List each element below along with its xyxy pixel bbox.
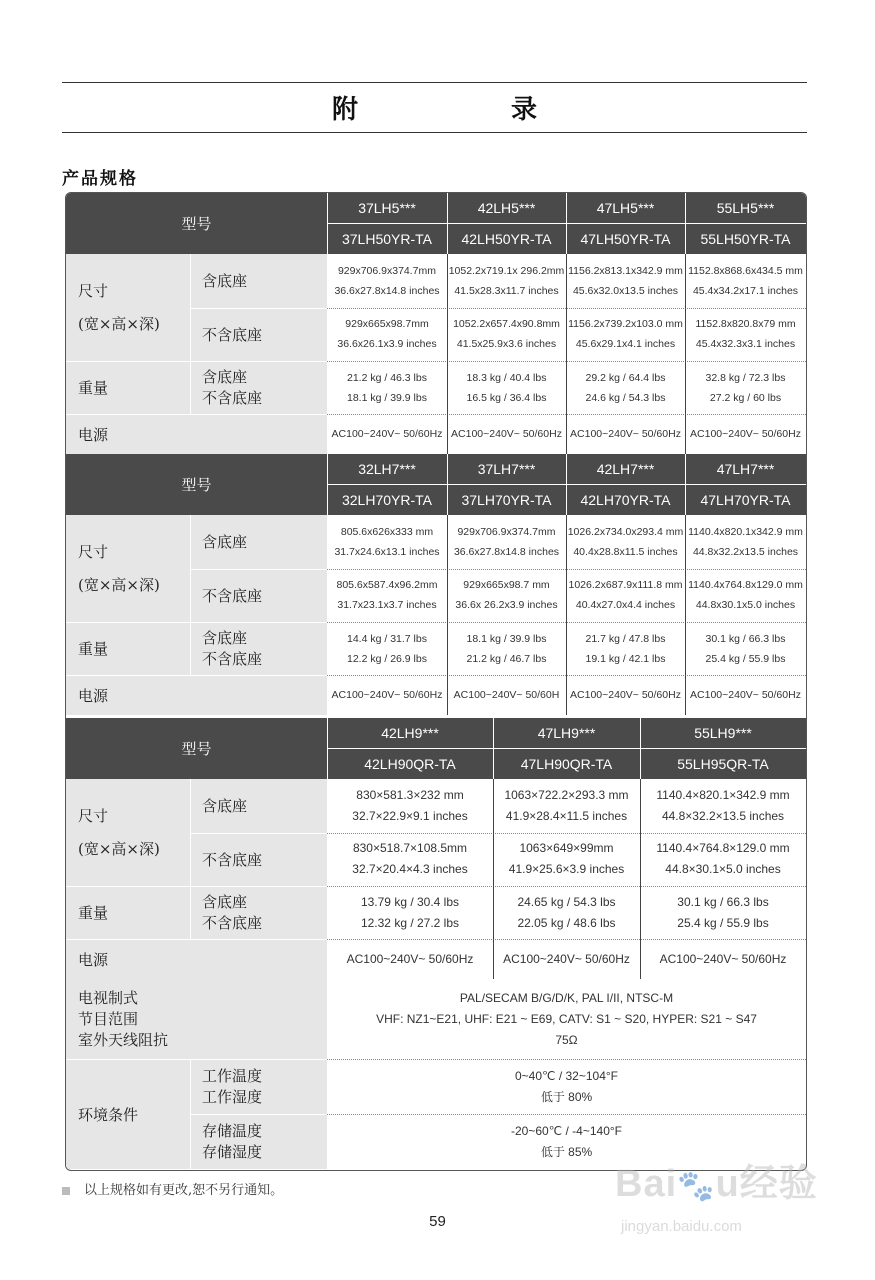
block1-dim-with-2-line-1: 1156.2x813.1x342.9 mm	[568, 264, 683, 277]
block1-dim-with-1-line-2: 41.5x28.3x11.7 inches	[454, 284, 559, 297]
block1-dim-without-1	[447, 308, 566, 362]
block2-dim-with-0-line-1: 805.6x626x333 mm	[340, 525, 434, 538]
block1-dim-without-1-line-2: 41.5x25.9x3.6 inches	[456, 338, 557, 351]
block1-dim-with-1-line-1: 1052.2x719.1x 296.2mm	[448, 264, 565, 277]
block1-dim-with-2	[566, 254, 685, 308]
block2-dim-without-3-line-1: 1140.4x764.8x129.0 mm	[688, 579, 803, 592]
block2-dim-without-0	[327, 569, 447, 623]
block3-dim-without-2-line-2: 44.8×30.1×5.0 inches	[665, 862, 781, 877]
block1-dim-without-0-line-1: 929x665x98.7mm	[345, 318, 429, 331]
block3-dim-with-0	[327, 779, 493, 833]
block2-weight-0-line-2: 12.2 kg / 26.9 lbs	[347, 652, 427, 665]
block2-weight-0	[327, 622, 447, 675]
block2-dim-with-3-line-2: 44.8x32.2x13.5 inches	[692, 545, 799, 558]
block2-weight-2-line-2: 19.1 kg / 42.1 lbs	[585, 652, 666, 665]
block1-weight-0-line-1: 21.2 kg / 46.3 lbs	[347, 371, 427, 384]
block2-code-3: 47LH70YR-TA	[700, 492, 791, 508]
block3-model-label: 型号	[181, 740, 212, 758]
env-op-values	[327, 1059, 806, 1114]
block1-dim-with-0	[327, 254, 447, 308]
common-label-2: 室外天线阻抗	[78, 1030, 169, 1049]
block3-code-0: 42LH90QR-TA	[364, 756, 456, 772]
block3-dim-without-0-line-1: 830×518.7×108.5mm	[352, 841, 468, 856]
block1-weight-1-line-1: 18.3 kg / 40.4 lbs	[466, 371, 547, 384]
block2-power-3	[685, 675, 806, 715]
env-st-values-line-1: -20~60℃ / -4~140°F	[510, 1123, 622, 1138]
block2-dim-with-0	[327, 515, 447, 569]
block2-dim-label-line-1: 尺寸	[78, 542, 109, 561]
block2-dim-with-3	[685, 515, 806, 569]
block2-weight-3	[685, 622, 806, 675]
env-op-values-line-2: 低于 80%	[540, 1089, 593, 1104]
block3-dim-with-1	[493, 779, 640, 833]
block1-power-3	[685, 414, 806, 454]
block2-weight-sub-label	[190, 622, 327, 675]
block2-weight-sub-1: 含底座	[202, 628, 248, 647]
block3-dim-without-1-line-1: 1063×649×99mm	[519, 841, 614, 856]
block2-weight-3-line-2: 25.4 kg / 55.9 lbs	[705, 652, 786, 665]
block1-with-stand-label: 含底座	[202, 272, 248, 291]
block2-code-1: 37LH70YR-TA	[461, 492, 552, 508]
block3-dim-without-1-line-2: 41.9×25.6×3.9 inches	[508, 862, 625, 877]
block1-weight-sub-2: 不含底座	[202, 388, 263, 407]
block1-code-1: 42LH50YR-TA	[461, 231, 552, 247]
common-label-1: 节目范围	[78, 1009, 139, 1028]
block3-dim-without-0	[327, 833, 493, 887]
block3-model-1: 47LH9***	[537, 725, 596, 741]
block2-weight-label: 重量	[78, 640, 109, 658]
block3-dim-with-2-line-1: 1140.4×820.1×342.9 mm	[656, 787, 790, 802]
block3-dim-without-0-line-2: 32.7×20.4×4.3 inches	[352, 862, 468, 877]
block1-weight-label: 重量	[78, 379, 109, 397]
block1-weight-2-line-2: 24.6 kg / 54.3 lbs	[585, 391, 666, 404]
block3-power-2-line-1: AC100~240V~ 50/60Hz	[659, 951, 787, 966]
env-op-label-1: 工作湿度	[202, 1087, 263, 1106]
common-label-0: 电视制式	[78, 988, 139, 1007]
block3-power-1	[493, 939, 640, 979]
common-labels	[66, 979, 327, 1059]
block2-dim-with-2-line-2: 40.4x28.8x11.5 inches	[573, 545, 678, 558]
block1-code-2: 47LH50YR-TA	[580, 231, 671, 247]
block2-power-1	[447, 675, 566, 715]
block2-dim-without-2	[566, 569, 685, 623]
block3-dim-label	[66, 779, 190, 886]
block3-dim-label-line-1: 尺寸	[78, 806, 109, 825]
block1-model-2: 47LH5***	[596, 200, 655, 216]
env-st-labels	[190, 1114, 327, 1169]
block2-dim-label	[66, 515, 190, 622]
block1-dim-with-3-line-2: 45.4x34.2x17.1 inches	[692, 284, 799, 297]
block2-model-1: 37LH7***	[477, 461, 536, 477]
block3-weight-1	[493, 886, 640, 939]
block2-code-0: 32LH70YR-TA	[341, 492, 432, 508]
block3-weight-2	[640, 886, 806, 939]
block3-power-1-line-1: AC100~240V~ 50/60Hz	[503, 951, 630, 966]
block1-dim-without-3	[685, 308, 806, 362]
block3-dim-with-2-line-2: 44.8×32.2×13.5 inches	[661, 808, 785, 823]
block3-weight-2-line-1: 30.1 kg / 66.3 lbs	[677, 894, 769, 909]
block1-dim-with-0-line-1: 929x706.9x374.7mm	[337, 264, 437, 277]
block3-power-0	[327, 939, 493, 979]
block3-dim-without-2	[640, 833, 806, 887]
square-bullet-icon	[62, 1187, 70, 1195]
block3-code-1: 47LH90QR-TA	[520, 756, 613, 772]
page-title: 附 录	[331, 95, 610, 125]
block1-weight-3-line-2: 27.2 kg / 60 lbs	[709, 391, 782, 404]
block2-dim-without-2-line-2: 40.4x27.0x4.4 inches	[575, 599, 676, 612]
block3-power-2	[640, 939, 806, 979]
block1-code-0: 37LH50YR-TA	[341, 231, 432, 247]
block1-dim-without-3-line-2: 45.4x32.3x3.1 inches	[695, 338, 796, 351]
block1-dim-without-2-line-2: 45.6x29.1x4.1 inches	[575, 338, 676, 351]
block1-power-1-line-1: AC100~240V~ 50/60Hz	[451, 428, 562, 440]
block2-power-2-line-1: AC100~240V~ 50/60Hz	[570, 689, 681, 701]
block2-dim-with-1	[447, 515, 566, 569]
block1-weight-0-line-2: 18.1 kg / 39.9 lbs	[347, 391, 427, 404]
block1-dim-label	[66, 254, 190, 361]
block3-without-stand-label: 不含底座	[202, 850, 263, 869]
block2-dim-without-2-line-1: 1026.2x687.9x111.8 mm	[568, 579, 683, 592]
block2-dim-with-3-line-1: 1140.4x820.1x342.9 mm	[688, 525, 803, 538]
block3-dim-with-0-line-2: 32.7×22.9×9.1 inches	[352, 808, 468, 823]
block2-dim-without-3-line-2: 44.8x30.1x5.0 inches	[695, 599, 796, 612]
block3-dim-with-1-line-1: 1063×722.2×293.3 mm	[504, 787, 629, 802]
block1-dim-with-2-line-2: 45.6x32.0x13.5 inches	[572, 284, 679, 297]
block3-dim-without-2-line-1: 1140.4×764.8×129.0 mm	[656, 841, 790, 856]
block2-power-1-line-1: AC100~240V~ 50/60H	[453, 689, 560, 701]
block1-model-0: 37LH5***	[358, 200, 416, 216]
block1-weight-sub-1: 含底座	[202, 367, 248, 386]
block2-dim-without-3	[685, 569, 806, 623]
block2-weight-sub-2: 不含底座	[202, 649, 263, 668]
block2-dim-without-1-line-1: 929x665x98.7 mm	[463, 579, 550, 592]
block2-model-3: 47LH7***	[716, 461, 775, 477]
block1-dim-without-1-line-1: 1052.2x657.4x90.8mm	[453, 318, 560, 331]
block1-weight-sub-label	[190, 361, 327, 414]
env-st-label-0: 存储温度	[202, 1121, 263, 1140]
block3-weight-1-line-1: 24.65 kg / 54.3 lbs	[517, 894, 616, 909]
block1-model-3: 55LH5***	[716, 200, 775, 216]
env-op-labels	[190, 1059, 327, 1114]
block3-power-label: 电源	[78, 950, 109, 969]
env-label: 环境条件	[78, 1105, 139, 1124]
block1-code-3: 55LH50YR-TA	[700, 231, 791, 247]
block2-dim-without-1	[447, 569, 566, 623]
block2-dim-with-2-line-1: 1026.2x734.0x293.4 mm	[567, 525, 684, 538]
block3-code-2: 55LH95QR-TA	[677, 756, 769, 772]
block3-weight-0-line-2: 12.32 kg / 27.2 lbs	[360, 915, 460, 930]
block2-dim-with-1-line-1: 929x706.9x374.7mm	[457, 525, 556, 538]
block2-power-2	[566, 675, 685, 715]
block1-dim-without-3-line-1: 1152.8x820.8x79 mm	[695, 318, 796, 331]
block3-with-stand-label: 含底座	[202, 797, 248, 816]
block1-dim-label-line-1: 尺寸	[78, 281, 109, 300]
block3-dim-label-line-2: (宽×高×深)	[78, 839, 160, 858]
common-values	[327, 979, 806, 1059]
block3-weight-sub-1: 含底座	[202, 892, 248, 911]
block3-weight-label: 重量	[78, 904, 109, 922]
common-values-line-1: PAL/SECAM B/G/D/K, PAL I/II, NTSC-M	[459, 990, 674, 1005]
block1-power-0	[327, 414, 447, 454]
block2-weight-2-line-1: 21.7 kg / 47.8 lbs	[585, 632, 666, 645]
block3-dim-without-1	[493, 833, 640, 887]
watermark-logo: Bai🐾u经验	[615, 1163, 818, 1205]
block2-code-2: 42LH70YR-TA	[580, 492, 671, 508]
env-op-values-line-1: 0~40℃ / 32~104°F	[514, 1068, 618, 1083]
env-op-label-0: 工作温度	[202, 1066, 263, 1085]
block3-power-0-line-1: AC100~240V~ 50/60Hz	[346, 951, 474, 966]
common-values-line-2: VHF: NZ1~E21, UHF: E21 ~ E69, CATV: S1 ~ S20, HYPER: S21 ~ S47	[376, 1011, 757, 1026]
block1-dim-with-0-line-2: 36.6x27.8x14.8 inches	[334, 284, 440, 297]
page-number: 59	[429, 1213, 446, 1230]
block1-dim-without-2-line-1: 1156.2x739.2x103.0 mm	[568, 318, 683, 331]
block1-power-2	[566, 414, 685, 454]
block3-weight-sub-label	[190, 886, 327, 939]
watermark-url: jingyan.baidu.com	[621, 1218, 742, 1235]
block2-power-0	[327, 675, 447, 715]
block3-dim-with-2	[640, 779, 806, 833]
block1-weight-1-line-2: 16.5 kg / 36.4 lbs	[466, 391, 547, 404]
block1-power-label: 电源	[78, 425, 109, 444]
env-st-label-1: 存储湿度	[202, 1142, 263, 1161]
block2-model-label: 型号	[181, 476, 212, 494]
block1-dim-label-line-2: (宽×高×深)	[78, 314, 160, 333]
env-dots	[327, 1114, 806, 1115]
watermark	[615, 1148, 845, 1258]
block3-weight-0-line-1: 13.79 kg / 30.4 lbs	[360, 894, 460, 909]
block1-model-1: 42LH5***	[477, 200, 536, 216]
block1-dim-without-2	[566, 308, 685, 362]
block1-power-2-line-1: AC100~240V~ 50/60Hz	[570, 428, 681, 440]
block2-dim-with-0-line-2: 31.7x24.6x13.1 inches	[334, 545, 440, 558]
block1-dim-with-3-line-1: 1152.8x868.6x434.5 mm	[688, 264, 803, 277]
block2-power-3-line-1: AC100~240V~ 50/60Hz	[690, 689, 801, 701]
block2-with-stand-label: 含底座	[202, 533, 248, 552]
block1-weight-3	[685, 361, 806, 414]
block1-dim-without-0	[327, 308, 447, 362]
title-rule	[62, 132, 807, 133]
block2-power-label: 电源	[78, 686, 109, 705]
block1-weight-0	[327, 361, 447, 414]
block3-weight-0	[327, 886, 493, 939]
block2-dim-without-0-line-2: 31.7x23.1x3.7 inches	[337, 599, 437, 612]
block2-weight-2	[566, 622, 685, 675]
block3-dim-with-0-line-1: 830×581.3×232 mm	[356, 787, 464, 802]
block1-weight-3-line-1: 32.8 kg / 72.3 lbs	[705, 371, 786, 384]
block3-model-0: 42LH9***	[381, 725, 439, 741]
section-title: 产品规格	[62, 169, 138, 189]
block3-dim-with-1-line-2: 41.9×28.4×11.5 inches	[505, 808, 628, 823]
block3-weight-2-line-2: 25.4 kg / 55.9 lbs	[677, 915, 769, 930]
block3-model-2: 55LH9***	[694, 725, 752, 741]
block2-weight-3-line-1: 30.1 kg / 66.3 lbs	[705, 632, 786, 645]
block3-weight-sub-2: 不含底座	[202, 913, 263, 932]
block2-weight-0-line-1: 14.4 kg / 31.7 lbs	[347, 632, 427, 645]
block2-model-2: 42LH7***	[596, 461, 655, 477]
block1-without-stand-label: 不含底座	[202, 325, 263, 344]
footnote	[62, 1179, 283, 1198]
block1-power-1	[447, 414, 566, 454]
block1-weight-2	[566, 361, 685, 414]
block3-weight-1-line-2: 22.05 kg / 48.6 lbs	[517, 915, 616, 930]
block1-dim-with-3	[685, 254, 806, 308]
block1-dim-without-0-line-2: 36.6x26.1x3.9 inches	[337, 338, 437, 351]
spec-table	[65, 192, 807, 1171]
block2-weight-1-line-1: 18.1 kg / 39.9 lbs	[466, 632, 547, 645]
block2-weight-1	[447, 622, 566, 675]
block1-model-label: 型号	[181, 215, 212, 233]
block1-power-0-line-1: AC100~240V~ 50/60Hz	[331, 428, 443, 440]
block1-dim-with-1	[447, 254, 566, 308]
block2-power-0-line-1: AC100~240V~ 50/60Hz	[331, 689, 443, 701]
block2-model-0: 32LH7***	[358, 461, 416, 477]
block2-dim-without-0-line-1: 805.6x587.4x96.2mm	[336, 579, 438, 592]
block1-power-3-line-1: AC100~240V~ 50/60Hz	[690, 428, 801, 440]
block2-without-stand-label: 不含底座	[202, 586, 263, 605]
top-rule	[62, 82, 807, 83]
footnote-text: 以上规格如有更改,恕不另行通知。	[84, 1183, 284, 1198]
block1-weight-2-line-1: 29.2 kg / 64.4 lbs	[585, 371, 666, 384]
block2-dim-without-1-line-2: 36.6x 26.2x3.9 inches	[455, 599, 558, 612]
block1-weight-1	[447, 361, 566, 414]
block2-weight-1-line-2: 21.2 kg / 46.7 lbs	[466, 652, 547, 665]
env-st-values-line-2: 低于 85%	[540, 1144, 593, 1159]
block2-dim-with-2	[566, 515, 685, 569]
common-values-line-3: 75Ω	[555, 1032, 578, 1047]
block2-dim-label-line-2: (宽×高×深)	[78, 575, 160, 594]
block2-dim-with-1-line-2: 36.6x27.8x14.8 inches	[453, 545, 560, 558]
